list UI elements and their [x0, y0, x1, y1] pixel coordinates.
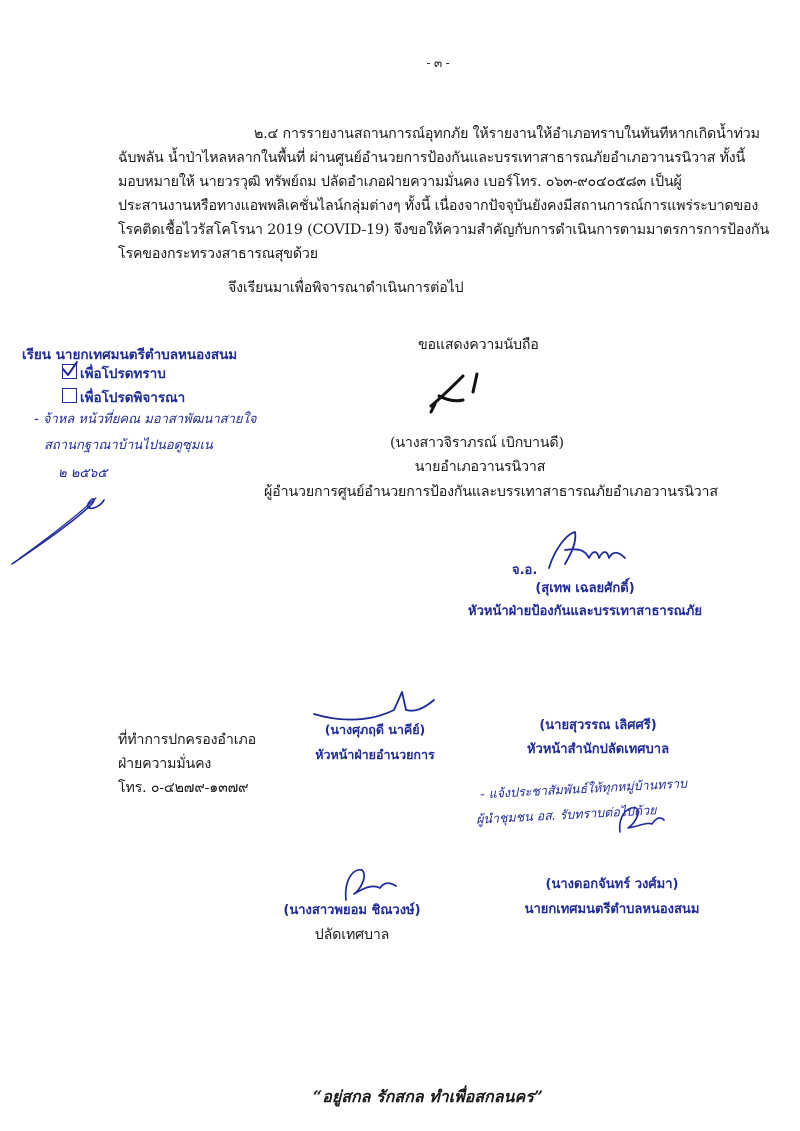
reviewer-prefix: จ.อ. [512, 563, 538, 578]
clerk-chief-name: (นายสุวรรณ เลิศศรี) [539, 718, 657, 733]
admin-chief-name: (นางศุภฤดี นาคีย์) [324, 722, 426, 737]
footer-motto: “อยู่สกล รักสกล ทำเพื่อสกลนคร” [313, 1087, 543, 1106]
signature-memo [8, 488, 118, 568]
paragraph-line: ๒.๔ การรายงานสถานการณ์อุทกภัย ให้รายงานให้อำเภอทราบในทันทีหากเกิดน้ำท่วม [254, 126, 760, 142]
reviewer-name: (สุเทพ เฉลยศักดิ์) [535, 581, 635, 596]
closing-request: จึงเรียนมาเพื่อพิจารณาดำเนินการต่อไป [228, 280, 464, 296]
signer-position: นายอำเภอวานรนิวาส [414, 459, 546, 475]
memo-heading: เรียน นายกเทศมนตรีตำบลหนองสนม [22, 347, 238, 363]
clerk-chief-position: หัวหน้าสำนักปลัดเทศบาล [526, 742, 670, 757]
paragraph-line: มอบหมายให้ นายวรวุฒิ ทรัพย์ถม ปลัดอำเภอฝ่ายความมั่นคง เบอร์โทร. ๐๖๓-๙๐๔๐๕๘๓ เป็นผู้ [118, 174, 682, 190]
page-number: - ๓ - [426, 56, 450, 70]
paragraph-line: โรคของกระทรวงสาธารณสุขด้วย [118, 246, 318, 262]
office-phone: โทร. ๐-๔๒๗๙-๑๓๗๙ [118, 780, 249, 796]
signature-mayor [612, 798, 672, 838]
reviewer-position: หัวหน้าฝ่ายป้องกันและบรรเทาสาธารณภัย [468, 604, 702, 619]
option-inform-label: เพื่อโปรดทราบ [80, 366, 166, 382]
regards-text: ขอแสดงความนับถือ [418, 337, 539, 353]
deputy-clerk-name: (นางสาวพยอม ชิณวงษ์) [283, 903, 421, 918]
memo-note: สถานกฐาณาบ้านไปนอดูซุมเน [44, 438, 213, 453]
deputy-clerk-position: ปลัดเทศบาล [314, 927, 390, 943]
signature-reviewer [545, 528, 635, 573]
paragraph-line: ประสานงานหรือทางแอพพลิเคชั่นไลน์กลุ่มต่างๆ ทั้งนี้ เนื่องจากปัจจุบันยังคงมีสถานการณ์การแพร่ระบาดของ [118, 198, 759, 214]
paragraph-line: โรคติดเชื้อไวรัสโคโรนา 2019 (COVID-19) จึงขอให้ความสำคัญกับการดำเนินการตามมาตรการการป้องกัน [118, 222, 770, 238]
mayor-note: ผู้นำชุมชน อส. รับทราบต่อไปด้วย [475, 802, 657, 827]
mayor-note: - แจ้งประชาสัมพันธ์ให้ทุกหมู่บ้านทราบ [479, 775, 688, 802]
memo-date: ๒ ๒๕๖๕ [58, 466, 108, 481]
mayor-name: (นางดอกจันทร์ วงศ์มา) [545, 877, 679, 892]
mayor-position: นายกเทศมนตรีตำบลหนองสนม [524, 902, 700, 917]
memo-note: - จ้าหล หน้วที่ยคณ มอาสาพัฒนาสายใจ [34, 412, 257, 427]
office-line1: ที่ทำการปกครองอำเภอ [118, 732, 256, 748]
paragraph-line: ฉับพลัน น้ำป่าไหลหลากในพื้นที่ ผ่านศูนย์อำนวยการป้องกันและบรรเทาสาธารณภัยอำเภอวานรนิวาส ทั้งนี้ [118, 150, 746, 166]
signer-role: ผู้อำนวยการศูนย์อำนวยการป้องกันและบรรเทาสาธารณภัยอำเภอวานรนิวาส [264, 484, 718, 500]
signature-district-chief [425, 366, 495, 421]
admin-chief-position: หัวหน้าฝ่ายอำนวยการ [315, 747, 435, 762]
option-consider-label: เพื่อโปรดพิจารณา [80, 390, 186, 406]
checkbox-consider[interactable] [62, 388, 77, 403]
check-mark-icon [60, 360, 80, 380]
signer-name: (นางสาวจิราภรณ์ เบิกบานดี) [390, 435, 564, 451]
office-line2: ฝ่ายความมั่นคง [118, 756, 212, 772]
